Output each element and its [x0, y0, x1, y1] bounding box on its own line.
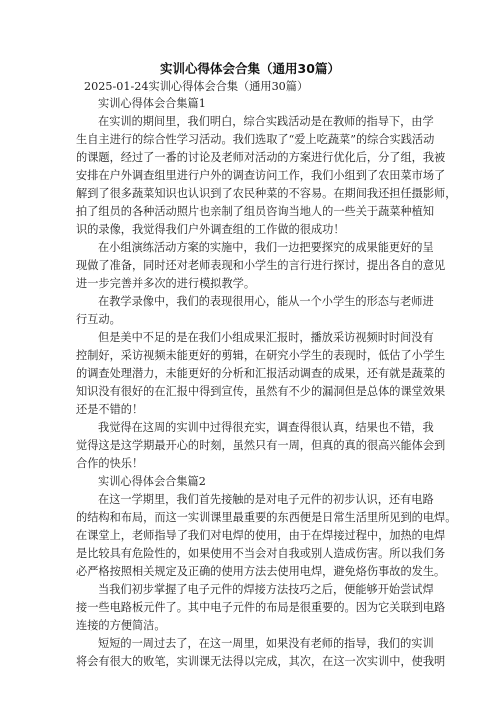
paragraph-line: 生自主进行的综合性学习活动。我们选取了“爱上吃蔬菜”的综合实践活动	[76, 133, 435, 146]
paragraph-line: 我觉得在这周的实训中过得很充实，调查得很认真，结果也不错，我	[98, 421, 434, 434]
paragraph-line: 的结构和布局，而这一实训课里最重要的东西便是日常生活里所见到的电焊。	[76, 511, 457, 524]
paragraph-line: 在小组演练活动方案的实施中，我们一边把要探究的成果能更好的呈	[98, 241, 434, 254]
document-meta-line: 2025-01-24实训心得体会合集（通用30篇）	[84, 80, 309, 93]
paragraph-line: 在教学录像中，我们的表现很用心，能从一个小学生的形态与老师进	[98, 295, 434, 308]
paragraph-line: 是比较具有危险性的，如果使用不当会对自我或别人造成伤害。所以我们务	[76, 547, 446, 560]
paragraph-line: 识的录像，我觉得我们户外调查组的工作做的很成功！	[76, 223, 345, 236]
paragraph-line: 将会有很大的败笔，实训课无法得以完成，其次，在这一次实训中，使我明	[76, 655, 446, 668]
paragraph-line: 知识没有很好的在汇报中得到宣传，虽然有不少的漏洞但是总体的课堂效果	[76, 385, 446, 398]
paragraph-line: 觉得这是这学期最开心的时刻，虽然只有一周，但真的真的很高兴能体会到	[76, 439, 446, 452]
paragraph-line: 进一步完善并多次的进行模拟教学。	[76, 277, 256, 290]
paragraph-line: 合作的快乐！	[76, 457, 144, 470]
paragraph-line: 在课堂上，老师指导了我们对电焊的使用，由于在焊接过程中，加热的电焊	[76, 529, 446, 542]
paragraph-line: 拍了组员的各种活动照片也亲制了组员咨询当地人的一些关于蔬菜种植知	[76, 205, 435, 218]
paragraph-line: 连接的方便简洁。	[76, 619, 166, 632]
section-heading: 实训心得体会合集篇2	[98, 475, 206, 488]
paragraph-line: 解到了很多蔬菜知识也认识到了农民种菜的不容易。在期间我还担任摄影师，	[76, 187, 457, 200]
paragraph-line: 安排在户外调查组里进行户外的调查访问工作，我们小组到了农田菜市场了	[76, 169, 446, 182]
paragraph-line: 现做了准备，同时还对老师表现和小学生的言行进行探讨，提出各自的意见	[76, 259, 446, 272]
paragraph-line: 行互动。	[76, 313, 121, 326]
paragraph-line: 还是不错的！	[76, 403, 144, 416]
paragraph-line: 在这一学期里，我们首先接触的是对电子元件的初步认识，还有电路	[98, 493, 434, 506]
paragraph-line: 在实训的期间里，我们明白，综合实践活动是在教师的指导下，由学	[98, 115, 434, 128]
document-title: 实训心得体会合集（通用30篇）	[160, 61, 340, 76]
paragraph-line: 控制好，采访视频未能更好的剪辑，在研究小学生的表现时，低估了小学生	[76, 349, 446, 362]
section-heading: 实训心得体会合集篇1	[98, 97, 206, 110]
paragraph-line: 的调查处理潜力，未能更好的分析和汇报活动调查的成果，还有就是蔬菜的	[76, 367, 446, 380]
paragraph-line: 必严格按照相关规定及正确的使用方法去使用电焊，避免烙伤事故的发生。	[76, 565, 446, 578]
paragraph-line: 接一些电路板元件了。其中电子元件的布局是很重要的。因为它关联到电路	[76, 601, 446, 614]
paragraph-line: 但是美中不足的是在我们小组成果汇报时，播放采访视频时时间没有	[98, 331, 434, 344]
paragraph-line: 的课题，经过了一番的讨论及老师对活动的方案进行优化后，分了组，我被	[76, 151, 446, 164]
paragraph-line: 短短的一周过去了，在这一周里，如果没有老师的指导，我们的实训	[98, 637, 434, 650]
paragraph-line: 当我们初步掌握了电子元件的焊接方法技巧之后，便能够开始尝试焊	[98, 583, 434, 596]
